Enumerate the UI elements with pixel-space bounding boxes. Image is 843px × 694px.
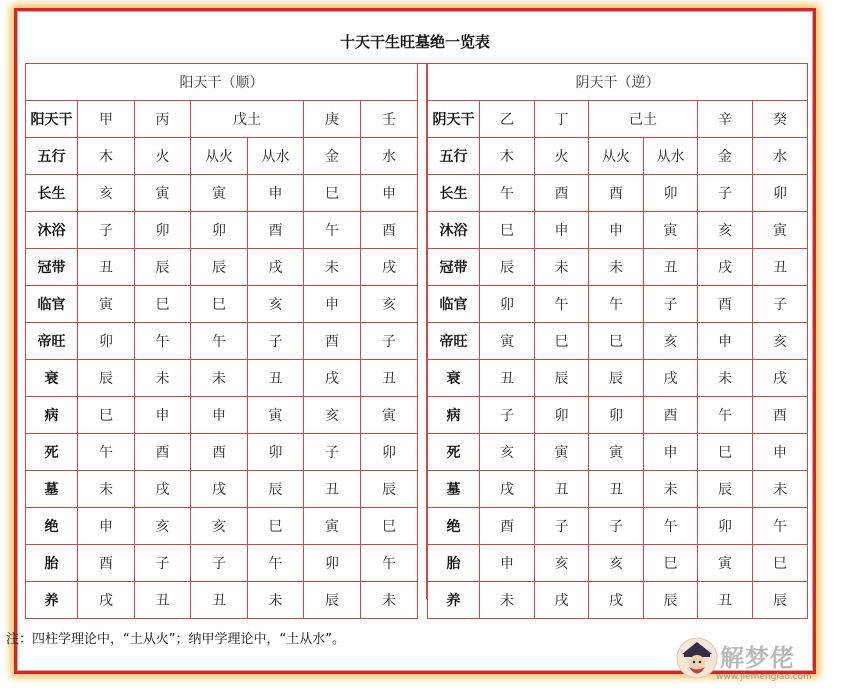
yin-group-header: 阴天干（逆） xyxy=(428,64,808,101)
yang-cell: 午 xyxy=(78,434,135,471)
yang-cell: 申 xyxy=(191,397,248,434)
yin-cell: 辰 xyxy=(589,360,644,397)
yin-cell: 申 xyxy=(698,323,753,360)
yang-cell: 辰 xyxy=(304,582,361,619)
yang-cell: 申 xyxy=(304,286,361,323)
yang-cell: 卯 xyxy=(191,212,248,249)
yin-cell: 辰 xyxy=(644,582,698,619)
yang-cell: 巳 xyxy=(78,397,135,434)
yang-cell: 午 xyxy=(191,323,248,360)
yang-cell: 子 xyxy=(361,323,418,360)
yang-cell: 巳 xyxy=(248,508,304,545)
yang-cell: 金 xyxy=(304,138,361,175)
yang-cell: 辰 xyxy=(191,249,248,286)
column-gap xyxy=(417,63,427,599)
yang-stem-header: 丙 xyxy=(135,101,191,138)
table-row xyxy=(428,360,808,397)
table-row xyxy=(26,397,418,434)
yang-cell: 辰 xyxy=(78,360,135,397)
watermark-url: www.jiemenglao.com xyxy=(716,672,812,682)
yang-cell: 丑 xyxy=(248,360,304,397)
yang-cell: 水 xyxy=(361,138,418,175)
yin-cell: 木 xyxy=(480,138,535,175)
yin-cell: 未 xyxy=(589,249,644,286)
yang-cell: 酉 xyxy=(78,545,135,582)
yang-cell: 酉 xyxy=(191,434,248,471)
yin-cell: 酉 xyxy=(753,397,808,434)
table-row xyxy=(428,212,808,249)
yang-cell: 丑 xyxy=(191,582,248,619)
yin-cell: 戌 xyxy=(644,360,698,397)
yang-row-label: 绝 xyxy=(26,508,78,545)
table-row xyxy=(428,138,808,175)
table-row xyxy=(428,249,808,286)
yang-cell: 子 xyxy=(248,323,304,360)
yang-cell: 卯 xyxy=(361,434,418,471)
yin-cell: 戌 xyxy=(589,582,644,619)
yin-cell: 未 xyxy=(753,471,808,508)
yang-cell: 酉 xyxy=(135,434,191,471)
yin-cell: 酉 xyxy=(644,397,698,434)
yin-cell: 巳 xyxy=(644,545,698,582)
yang-cell: 未 xyxy=(304,249,361,286)
yang-cell: 子 xyxy=(78,212,135,249)
yin-cell: 子 xyxy=(644,286,698,323)
yin-stems-table xyxy=(427,63,808,619)
yin-cell: 午 xyxy=(644,508,698,545)
table-row xyxy=(26,101,418,138)
yang-cell: 亥 xyxy=(248,286,304,323)
yin-cell: 未 xyxy=(644,471,698,508)
yin-cell: 卯 xyxy=(753,175,808,212)
yin-cell: 戌 xyxy=(480,471,535,508)
yin-row-label: 帝旺 xyxy=(428,323,480,360)
yang-cell: 卯 xyxy=(135,212,191,249)
yin-cell: 寅 xyxy=(753,212,808,249)
table-row xyxy=(428,582,808,619)
yang-row-label: 帝旺 xyxy=(26,323,78,360)
yang-row-label: 死 xyxy=(26,434,78,471)
yin-cell: 亥 xyxy=(753,323,808,360)
yang-cell: 亥 xyxy=(361,286,418,323)
yang-cell: 丑 xyxy=(304,471,361,508)
yin-cell: 戌 xyxy=(753,360,808,397)
yin-cell: 酉 xyxy=(589,175,644,212)
yin-cell: 寅 xyxy=(480,323,535,360)
yin-row-label: 长生 xyxy=(428,175,480,212)
yin-cell: 亥 xyxy=(480,434,535,471)
yang-cell: 午 xyxy=(361,545,418,582)
yin-cell: 申 xyxy=(589,212,644,249)
yin-cell: 戌 xyxy=(698,249,753,286)
table-row xyxy=(26,212,418,249)
yin-cell: 午 xyxy=(589,286,644,323)
yin-cell: 亥 xyxy=(698,212,753,249)
yin-cell: 亥 xyxy=(644,323,698,360)
yin-cell: 卯 xyxy=(480,286,535,323)
yin-cell: 寅 xyxy=(698,545,753,582)
yin-cell: 从火 xyxy=(589,138,644,175)
yang-row-label: 五行 xyxy=(26,138,78,175)
yang-cell: 辰 xyxy=(361,471,418,508)
yin-cell: 辰 xyxy=(753,582,808,619)
yin-cell: 子 xyxy=(753,286,808,323)
yang-row-label: 胎 xyxy=(26,545,78,582)
yang-cell: 申 xyxy=(361,175,418,212)
yang-cell: 从水 xyxy=(248,138,304,175)
yang-cell: 未 xyxy=(78,471,135,508)
yang-cell: 寅 xyxy=(135,175,191,212)
yang-cell: 酉 xyxy=(361,212,418,249)
yang-cell: 亥 xyxy=(135,508,191,545)
yang-cell: 亥 xyxy=(191,508,248,545)
yin-cell: 未 xyxy=(535,249,589,286)
table-row xyxy=(26,434,418,471)
table-title: 十天干生旺墓绝一览表 xyxy=(25,19,805,64)
yin-stem-header: 癸 xyxy=(753,101,808,138)
yang-stem-header: 戊土 xyxy=(191,101,304,138)
yin-cell: 子 xyxy=(589,508,644,545)
yin-cell: 申 xyxy=(535,212,589,249)
watermark-brand: 解梦佬 xyxy=(720,644,795,672)
yin-row-label: 冠带 xyxy=(428,249,480,286)
table-row xyxy=(428,434,808,471)
table-row xyxy=(428,286,808,323)
yin-cell: 丑 xyxy=(480,360,535,397)
yin-cell: 寅 xyxy=(535,434,589,471)
table-row xyxy=(26,360,418,397)
yin-cell: 辰 xyxy=(698,471,753,508)
yang-cell: 寅 xyxy=(304,508,361,545)
yin-row-label: 养 xyxy=(428,582,480,619)
yin-row-label: 阴天干 xyxy=(428,101,480,138)
yang-cell: 卯 xyxy=(304,545,361,582)
table-row xyxy=(26,138,418,175)
fortune-teller-icon xyxy=(676,636,718,680)
yin-cell: 辰 xyxy=(480,249,535,286)
yin-cell: 从水 xyxy=(644,138,698,175)
yang-cell: 辰 xyxy=(135,249,191,286)
yin-cell: 申 xyxy=(644,434,698,471)
footnote: 注：四柱学理论中，“土从火”；纳甲学理论中，“土从水”。 xyxy=(6,632,345,647)
yang-cell: 火 xyxy=(135,138,191,175)
yin-cell: 火 xyxy=(535,138,589,175)
yang-cell: 丑 xyxy=(361,360,418,397)
yin-cell: 酉 xyxy=(535,175,589,212)
yang-row-label: 长生 xyxy=(26,175,78,212)
yang-row-label: 沐浴 xyxy=(26,212,78,249)
yin-cell: 亥 xyxy=(589,545,644,582)
yin-stem-header: 乙 xyxy=(480,101,535,138)
yin-cell: 午 xyxy=(535,286,589,323)
yin-cell: 丑 xyxy=(535,471,589,508)
yang-cell: 申 xyxy=(78,508,135,545)
yang-row-label: 病 xyxy=(26,397,78,434)
table-row xyxy=(428,508,808,545)
yin-cell: 卯 xyxy=(589,397,644,434)
yin-stem-header: 丁 xyxy=(535,101,589,138)
yang-cell: 酉 xyxy=(248,212,304,249)
yang-cell: 未 xyxy=(191,360,248,397)
yang-row-label: 衰 xyxy=(26,360,78,397)
yang-cell: 未 xyxy=(361,582,418,619)
yin-cell: 巳 xyxy=(698,434,753,471)
yin-cell: 金 xyxy=(698,138,753,175)
yin-cell: 巳 xyxy=(535,323,589,360)
yang-cell: 午 xyxy=(248,545,304,582)
yang-cell: 辰 xyxy=(248,471,304,508)
yang-cell: 戌 xyxy=(191,471,248,508)
yang-cell: 丑 xyxy=(78,249,135,286)
yin-cell: 酉 xyxy=(698,286,753,323)
table-row xyxy=(428,101,808,138)
yin-cell: 戌 xyxy=(535,582,589,619)
yin-cell: 子 xyxy=(535,508,589,545)
yin-cell: 未 xyxy=(698,360,753,397)
yin-cell: 丑 xyxy=(753,249,808,286)
table-row xyxy=(26,471,418,508)
yang-cell: 巳 xyxy=(191,286,248,323)
table-row xyxy=(26,545,418,582)
yang-cell: 寅 xyxy=(78,286,135,323)
yin-cell: 丑 xyxy=(589,471,644,508)
yang-cell: 卯 xyxy=(248,434,304,471)
table-row xyxy=(26,175,418,212)
yang-cell: 巳 xyxy=(361,508,418,545)
yin-row-label: 临官 xyxy=(428,286,480,323)
yin-cell: 酉 xyxy=(480,508,535,545)
yin-cell: 寅 xyxy=(644,212,698,249)
yin-cell: 午 xyxy=(698,397,753,434)
yang-stem-header: 壬 xyxy=(361,101,418,138)
yang-cell: 午 xyxy=(304,212,361,249)
yang-cell: 未 xyxy=(248,582,304,619)
yang-cell: 巳 xyxy=(304,175,361,212)
yang-cell: 申 xyxy=(135,397,191,434)
yin-cell: 子 xyxy=(698,175,753,212)
yin-cell: 辰 xyxy=(535,360,589,397)
table-row xyxy=(26,323,418,360)
yang-stem-header: 庚 xyxy=(304,101,361,138)
yin-cell: 卯 xyxy=(535,397,589,434)
table-row xyxy=(428,323,808,360)
yang-cell: 巳 xyxy=(135,286,191,323)
yang-cell: 戌 xyxy=(361,249,418,286)
yin-row-label: 五行 xyxy=(428,138,480,175)
yang-cell: 子 xyxy=(191,545,248,582)
yang-cell: 酉 xyxy=(304,323,361,360)
yin-cell: 巳 xyxy=(753,545,808,582)
yang-cell: 戌 xyxy=(135,471,191,508)
yang-cell: 戌 xyxy=(304,360,361,397)
yin-row-label: 墓 xyxy=(428,471,480,508)
yin-cell: 申 xyxy=(480,545,535,582)
table-row xyxy=(428,545,808,582)
yin-cell: 卯 xyxy=(644,175,698,212)
table-row xyxy=(428,175,808,212)
yang-cell: 申 xyxy=(248,175,304,212)
yang-cell: 从火 xyxy=(191,138,248,175)
yang-row-label: 墓 xyxy=(26,471,78,508)
yang-stem-header: 甲 xyxy=(78,101,135,138)
yin-row-label: 病 xyxy=(428,397,480,434)
yang-row-label: 养 xyxy=(26,582,78,619)
yang-cell: 戌 xyxy=(248,249,304,286)
yang-cell: 亥 xyxy=(304,397,361,434)
table-frame xyxy=(14,8,816,674)
yin-cell: 未 xyxy=(480,582,535,619)
yang-cell: 寅 xyxy=(361,397,418,434)
yin-row-label: 死 xyxy=(428,434,480,471)
yin-cell: 丑 xyxy=(644,249,698,286)
yin-cell: 丑 xyxy=(698,582,753,619)
yang-cell: 寅 xyxy=(248,397,304,434)
yin-cell: 午 xyxy=(753,508,808,545)
table-row xyxy=(26,249,418,286)
yang-cell: 子 xyxy=(304,434,361,471)
yin-cell: 寅 xyxy=(589,434,644,471)
yang-cell: 寅 xyxy=(191,175,248,212)
table-row xyxy=(26,508,418,545)
yang-row-label: 冠带 xyxy=(26,249,78,286)
yang-row-label: 临官 xyxy=(26,286,78,323)
yin-cell: 巳 xyxy=(480,212,535,249)
table-row xyxy=(26,582,418,619)
table-row xyxy=(428,397,808,434)
yin-cell: 水 xyxy=(753,138,808,175)
yin-row-label: 绝 xyxy=(428,508,480,545)
yang-group-header: 阳天干（顺） xyxy=(26,64,418,101)
yang-cell: 丑 xyxy=(135,582,191,619)
yang-cell: 戌 xyxy=(78,582,135,619)
table-row xyxy=(26,286,418,323)
yang-cell: 午 xyxy=(135,323,191,360)
yin-row-label: 胎 xyxy=(428,545,480,582)
yang-cell: 亥 xyxy=(78,175,135,212)
yin-stem-header: 己土 xyxy=(589,101,698,138)
yang-cell: 子 xyxy=(135,545,191,582)
yang-cell: 未 xyxy=(135,360,191,397)
table-row xyxy=(428,471,808,508)
yin-row-label: 沐浴 xyxy=(428,212,480,249)
yang-row-label: 阳天干 xyxy=(26,101,78,138)
yang-stems-table xyxy=(25,63,418,619)
yin-cell: 申 xyxy=(753,434,808,471)
yin-cell: 午 xyxy=(480,175,535,212)
yang-cell: 木 xyxy=(78,138,135,175)
yang-cell: 卯 xyxy=(78,323,135,360)
yin-cell: 卯 xyxy=(698,508,753,545)
yin-row-label: 衰 xyxy=(428,360,480,397)
yin-cell: 巳 xyxy=(589,323,644,360)
yin-cell: 子 xyxy=(480,397,535,434)
watermark xyxy=(676,636,826,688)
yin-stem-header: 辛 xyxy=(698,101,753,138)
yin-cell: 亥 xyxy=(535,545,589,582)
